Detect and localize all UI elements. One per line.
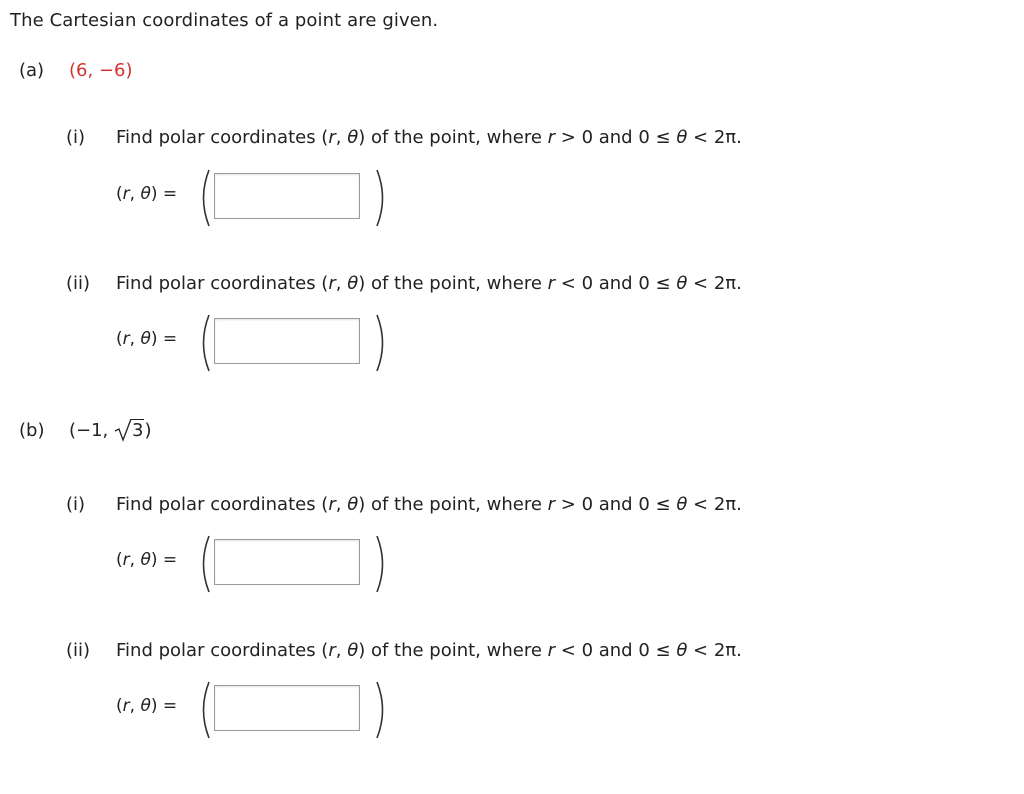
left-paren-icon	[196, 680, 212, 740]
var-theta: θ	[676, 127, 688, 148]
var-r: r	[547, 640, 556, 661]
part-a-header	[19, 60, 132, 81]
answer-lhs	[116, 329, 177, 349]
var-r: r	[547, 273, 556, 294]
answer-lhs	[116, 184, 177, 204]
var-theta: θ	[140, 184, 151, 204]
lhs-equals: ) =	[150, 696, 178, 716]
prompt-text: ) of the point, where	[358, 640, 548, 661]
var-theta: θ	[676, 640, 688, 661]
part-a-ii-prompt	[66, 273, 742, 294]
var-theta: θ	[347, 494, 359, 515]
lhs-open: (	[116, 550, 123, 570]
prompt-comma: ,	[335, 494, 348, 515]
var-theta: θ	[347, 127, 359, 148]
left-paren-icon	[196, 534, 212, 594]
point-prefix: (−1,	[69, 420, 114, 441]
point-suffix: )	[144, 420, 152, 441]
var-theta: θ	[347, 273, 359, 294]
lhs-comma: ,	[129, 184, 141, 204]
var-r: r	[328, 127, 336, 148]
prompt-text: ) of the point, where	[358, 273, 548, 294]
lhs-comma: ,	[129, 696, 141, 716]
prompt-text: Find polar coordinates (	[116, 640, 329, 661]
var-theta: θ	[676, 273, 688, 294]
lhs-open: (	[116, 329, 123, 349]
var-r: r	[328, 273, 336, 294]
part-a-i-prompt	[66, 127, 742, 148]
prompt-condition: < 2π.	[687, 640, 742, 661]
answer-input-b-i[interactable]	[214, 539, 360, 585]
lhs-open: (	[116, 184, 123, 204]
left-paren-icon	[196, 313, 212, 373]
prompt-condition: < 2π.	[687, 273, 742, 294]
lhs-open: (	[116, 696, 123, 716]
sqrt-icon	[114, 416, 132, 442]
subpart-label: (ii)	[66, 273, 91, 294]
part-b-header	[19, 420, 151, 441]
part-b-ii-prompt	[66, 640, 742, 661]
var-r: r	[328, 494, 336, 515]
lhs-equals: ) =	[150, 184, 178, 204]
lhs-equals: ) =	[150, 329, 178, 349]
prompt-condition: > 0 and 0 ≤	[555, 494, 677, 515]
part-a-label: (a)	[19, 60, 45, 81]
right-paren-icon	[374, 680, 390, 740]
var-theta: θ	[140, 329, 151, 349]
var-r: r	[122, 696, 130, 716]
var-r: r	[122, 329, 130, 349]
prompt-comma: ,	[335, 127, 348, 148]
sqrt-expression	[114, 420, 144, 441]
prompt-text: Find polar coordinates (	[116, 127, 329, 148]
prompt-text: ) of the point, where	[358, 127, 548, 148]
prompt-text: Find polar coordinates (	[116, 494, 329, 515]
prompt-condition: < 2π.	[687, 127, 742, 148]
part-b-i-prompt	[66, 494, 742, 515]
sqrt-argument: 3	[132, 420, 144, 441]
subpart-label: (i)	[66, 127, 86, 148]
prompt-comma: ,	[335, 273, 348, 294]
var-theta: θ	[347, 640, 359, 661]
answer-input-a-i[interactable]	[214, 173, 360, 219]
answer-lhs	[116, 696, 177, 716]
prompt-condition: < 2π.	[687, 494, 742, 515]
lhs-equals: ) =	[150, 550, 178, 570]
right-paren-icon	[374, 534, 390, 594]
right-paren-icon	[374, 313, 390, 373]
var-r: r	[328, 640, 336, 661]
answer-lhs	[116, 550, 177, 570]
var-theta: θ	[676, 494, 688, 515]
var-r: r	[547, 494, 556, 515]
var-r: r	[122, 184, 130, 204]
part-a-point: (6, −6)	[69, 60, 133, 81]
var-r: r	[122, 550, 130, 570]
part-b-label: (b)	[19, 420, 45, 441]
prompt-text: ) of the point, where	[358, 494, 548, 515]
prompt-condition: > 0 and 0 ≤	[555, 127, 677, 148]
subpart-label: (i)	[66, 494, 86, 515]
var-theta: θ	[140, 550, 151, 570]
left-paren-icon	[196, 168, 212, 228]
answer-input-b-ii[interactable]	[214, 685, 360, 731]
answer-input-a-ii[interactable]	[214, 318, 360, 364]
prompt-text: Find polar coordinates (	[116, 273, 329, 294]
lhs-comma: ,	[129, 329, 141, 349]
var-theta: θ	[140, 696, 151, 716]
lhs-comma: ,	[129, 550, 141, 570]
prompt-condition: < 0 and 0 ≤	[555, 640, 677, 661]
problem-intro: The Cartesian coordinates of a point are given.	[10, 10, 439, 31]
prompt-condition: < 0 and 0 ≤	[555, 273, 677, 294]
right-paren-icon	[374, 168, 390, 228]
part-b-point	[69, 420, 151, 441]
subpart-label: (ii)	[66, 640, 91, 661]
var-r: r	[547, 127, 556, 148]
prompt-comma: ,	[335, 640, 348, 661]
